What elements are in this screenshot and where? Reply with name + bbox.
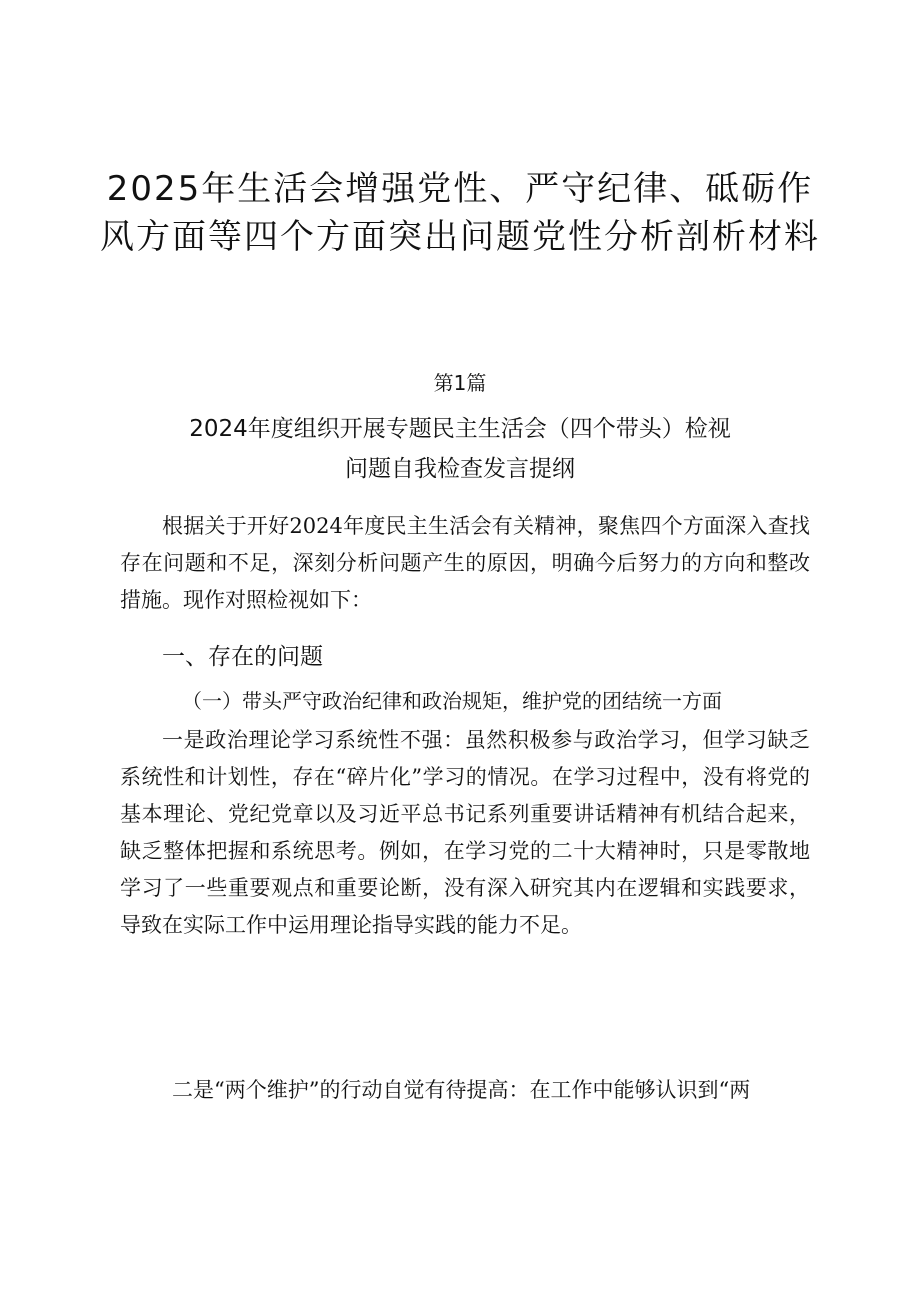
document-title-line-2: 风方面等四个方面突出问题党性分析剖析材料 xyxy=(100,217,820,257)
intro-paragraph: 根据关于开好2024年度民主生活会有关精神，聚焦四个方面深入查找存在问题和不足，深刻分析问题产生的原因，明确今后努力的方向和整改措施。现作对照检视如下： xyxy=(120,514,810,612)
subsection-heading: （一）带头严守政治纪律和政治规矩，维护党的团结统一方面 xyxy=(182,689,722,713)
body-paragraph-2: 二是“两个维护”的行动自觉有待提高：在工作中能够认识到“两 xyxy=(172,1078,751,1102)
part-label: 第1篇 xyxy=(433,371,487,395)
subtitle-line-1: 2024年度组织开展专题民主生活会（四个带头）检视 xyxy=(189,416,731,442)
subtitle-line-2: 问题自我检查发言提纲 xyxy=(345,456,575,482)
body-paragraph-1: 一是政治理论学习系统性不强：虽然积极参与政治学习，但学习缺乏系统性和计划性，存在“碎片化”学习的情况。在学习过程中，没有将党的基本理论、党纪党章以及习近平总书记系列重要讲话精神有机结合起来，缺乏整体把握和系统思考。例如，在学习党的二十大精神时，只是零散地学习了一些重要观点和重要论断，没有深入研究其内在逻辑和实践要求，导致在实际工作中运用理论指导实践的能力不足。 xyxy=(120,728,810,937)
document-title-line-1: 2025年生活会增强党性、严守纪律、砥砺作 xyxy=(106,169,814,209)
section-heading: 一、存在的问题 xyxy=(162,644,323,670)
